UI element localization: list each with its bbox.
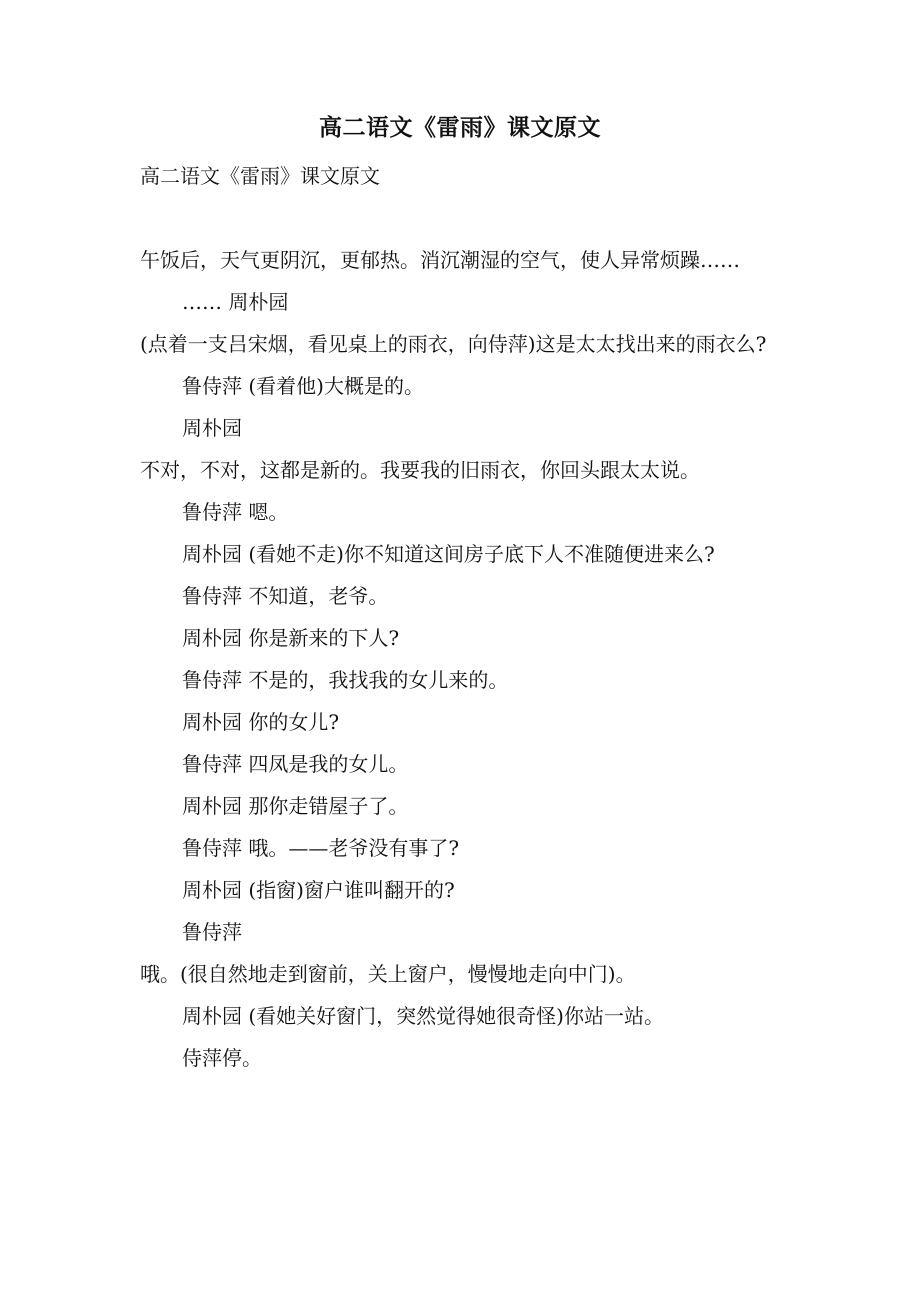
paragraph: 高二语文《雷雨》课文原文 [140, 164, 380, 188]
paragraph: 鲁侍萍 不知道，老爷。 [182, 584, 389, 608]
paragraph: 鲁侍萍 嗯。 [182, 500, 289, 524]
paragraph: 周朴园 [182, 416, 242, 440]
paragraph: 鲁侍萍 不是的，我找我的女儿来的。 [182, 668, 509, 692]
document-title: 高二语文《雷雨》课文原文 [319, 114, 601, 141]
paragraph: 周朴园 (指窗)窗户谁叫翻开的? [182, 878, 455, 902]
paragraph: 午饭后，天气更阴沉，更郁热。消沉潮湿的空气，使人异常烦躁…… [140, 248, 740, 272]
paragraph: 鲁侍萍 四凤是我的女儿。 [182, 752, 409, 776]
paragraph: 鲁侍萍 (看着他)大概是的。 [182, 374, 424, 398]
paragraph: 鲁侍萍 [182, 920, 242, 944]
paragraph: 周朴园 那你走错屋子了。 [182, 794, 409, 818]
paragraph: (点着一支吕宋烟，看见桌上的雨衣，向侍萍)这是太太找出来的雨衣么? [140, 332, 767, 356]
paragraph: 周朴园 (看她关好窗门，突然觉得她很奇怪)你站一站。 [182, 1004, 664, 1028]
paragraph: …… 周朴园 [182, 290, 289, 314]
paragraph: 哦。(很自然地走到窗前，关上窗户，慢慢地走向中门)。 [140, 962, 636, 986]
paragraph: 鲁侍萍 哦。——老爷没有事了? [182, 836, 460, 860]
document-body [140, 155, 780, 1079]
paragraph: 侍萍停。 [182, 1046, 262, 1070]
paragraph: 周朴园 你的女儿? [182, 710, 340, 734]
paragraph: 周朴园 你是新来的下人? [182, 626, 400, 650]
paragraph: 周朴园 (看她不走)你不知道这间房子底下人不准随便进来么? [182, 542, 715, 566]
paragraph: 不对，不对，这都是新的。我要我的旧雨衣，你回头跟太太说。 [140, 458, 700, 482]
